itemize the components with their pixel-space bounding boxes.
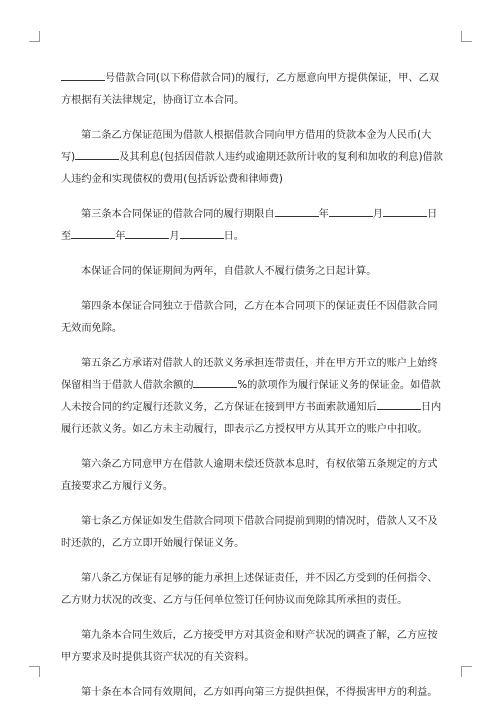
paragraph-text: 第十条在本合同有效期间，乙方如再向第三方提供担保，不得损害甲方的利益。: [81, 687, 438, 698]
paragraph: [61, 682, 443, 704]
fill-in-blank[interactable]: [61, 69, 105, 81]
fill-in-blank[interactable]: [125, 227, 169, 239]
paragraph: [61, 296, 443, 340]
paragraph-text: 月: [372, 209, 383, 220]
paragraph-text: 第八条乙方保证有足够的能力承担上述保证责任，并不因乙方受到的任何指令、乙方财力状况的改变、乙方与任何单位签订任何协议而免除其所承担的责任。: [61, 573, 438, 606]
paragraph-text: 年: [115, 231, 126, 242]
paragraph-text: 第四条本保证合同独立于借款合同，乙方在本合同项下的保证责任不因借款合同无效而免除。: [61, 301, 438, 334]
paragraph: [61, 125, 443, 191]
document-body: [61, 68, 443, 717]
fill-in-blank[interactable]: [180, 227, 224, 239]
paragraph-text: 第五条乙方承诺对借款人的还款义务承担连带责任，并在甲方开立的账户上始终保留相当于借款人借款余额的: [61, 358, 438, 391]
fill-in-blank[interactable]: [383, 205, 427, 217]
paragraph-text: 日至: [61, 209, 438, 242]
fill-in-blank[interactable]: [377, 398, 421, 410]
crop-mark-bottom-right: [461, 666, 472, 677]
paragraph-text: 第三条本合同保证的借款合同的履行期限自: [81, 209, 275, 220]
crop-mark-top-left: [29, 31, 40, 42]
fill-in-blank[interactable]: [75, 148, 119, 160]
paragraph-text: 本保证合同的保证期间为两年，自借款人不履行债务之日起计算。: [81, 266, 377, 277]
crop-mark-top-right: [461, 31, 472, 42]
paragraph: [61, 454, 443, 498]
fill-in-blank[interactable]: [71, 227, 115, 239]
paragraph-text: 第九条本合同生效后，乙方接受甲方对其资金和财产状况的调查了解，乙方应按甲方要求及时提供其资产状况的有关资料。: [61, 630, 438, 663]
paragraph: [61, 204, 443, 248]
fill-in-blank[interactable]: [193, 376, 237, 388]
paragraph-text: 第七条乙方保证如发生借款合同项下借款合同提前到期的情况时，借款人又不及时还款的，乙方立即开始履行保证义务。: [61, 516, 438, 549]
paragraph: [61, 568, 443, 612]
paragraph: [61, 353, 443, 441]
paragraph-text: %的款项作为履行保证义务的保证金。如借款人未按合同的约定履行还款义务，乙方保证在接到甲方书面索款通知后: [61, 380, 441, 413]
paragraph-text: 年: [318, 209, 329, 220]
paragraph: [61, 511, 443, 555]
paragraph-text: 月: [169, 231, 180, 242]
crop-mark-bottom-left: [29, 666, 40, 677]
paragraph-text: 第六条乙方同意甲方在借款人逾期未偿还贷款本息时，有权依第五条规定的方式直接要求乙方履行义务。: [61, 459, 438, 492]
paragraph-text: 第二条乙方保证范围为借款人根据借款合同向甲方借用的贷款本金为人民币(大写): [61, 130, 432, 163]
paragraph-text: 及其利息(包括因借款人违约或逾期还款所计收的复利和加收的利息)借款人违约金和实现债权的费用(包括诉讼费和律师费): [61, 152, 443, 185]
fill-in-blank[interactable]: [329, 205, 373, 217]
paragraph: [61, 625, 443, 669]
paragraph: [61, 68, 443, 112]
paragraph-text: 日内履行还款义务。如乙方未主动履行，即表示乙方授权甲方从其开立的账户中扣收。: [61, 402, 442, 435]
paragraph-text: 号借款合同(以下称借款合同)的履行，乙方愿意向甲方提供保证，甲、乙双方根据有关法律规定，协商订立本合同。: [61, 73, 439, 106]
fill-in-blank[interactable]: [275, 205, 319, 217]
paragraph-text: 日。: [223, 231, 244, 242]
paragraph: [61, 261, 443, 283]
